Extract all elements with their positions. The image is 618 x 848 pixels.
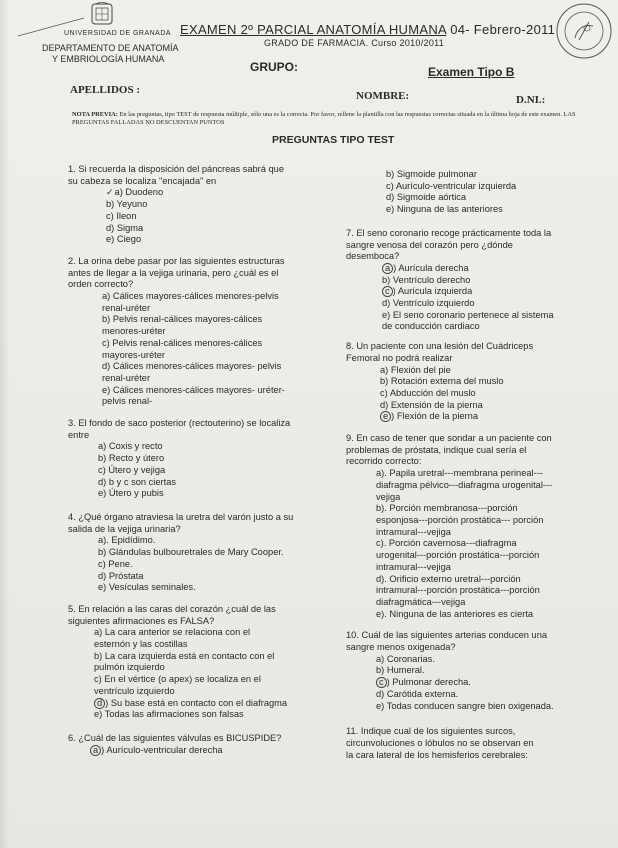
- section-title: PREGUNTAS TIPO TEST: [272, 134, 395, 146]
- answer-option: intramural---porción prostática---porción: [376, 585, 540, 596]
- answer-option: ventrículo izquierdo: [94, 685, 175, 696]
- question-text-line: sangre menos oxigenada?: [346, 642, 456, 653]
- question-text-line: 7. El seno coronario recoge prácticamente toda la: [346, 227, 552, 238]
- question-text-line: siguientes afirmaciones es FALSA?: [68, 615, 215, 626]
- left-question-2: [68, 256, 318, 408]
- exam-title-date: 04- Febrero-2011: [446, 22, 556, 37]
- answer-option: b) Ventrículo derecho: [382, 274, 471, 285]
- answer-option: e) Vesículas seminales.: [98, 582, 196, 593]
- question-text-line: 8. Un paciente con una lesión del Cuádriceps: [346, 341, 534, 352]
- answer-option: e) Todas las afirmaciones son falsas: [94, 709, 244, 720]
- right-question-3: [346, 341, 586, 423]
- answer-option: b) Yeyuno: [106, 199, 148, 210]
- handwritten-tick-mark: ✓: [106, 187, 114, 198]
- answer-option: pelvis renal-: [102, 396, 153, 407]
- answer-option: e) Ciego: [106, 234, 142, 245]
- answer-option: e) Útero y pubis: [98, 488, 164, 499]
- question-text-line: problemas de próstata, indique cual sería el: [346, 444, 527, 455]
- answer-option: pulmón izquierdo: [94, 662, 165, 673]
- question-text-line: entre: [68, 429, 90, 440]
- left-question-4: [68, 512, 318, 594]
- answer-option: b) Humeral.: [376, 665, 425, 676]
- university-seal-icon: [555, 2, 613, 60]
- answer-option: c) Abducción del muslo: [380, 387, 476, 398]
- left-question-column: [68, 164, 318, 756]
- question-text-line: desemboca?: [346, 251, 400, 262]
- answer-option: b) Recto y útero: [98, 453, 165, 464]
- question-text-line: 10. Cuál de las siguientes arterias conducen una: [346, 630, 548, 641]
- answer-option: diafragma pélvico---diafragma urogenital---: [376, 479, 553, 490]
- answer-option: d) Extensión de la pierna: [380, 399, 483, 410]
- question-text-line: Femoral no podrá realizar: [346, 352, 453, 363]
- university-crest-icon: [86, 2, 118, 28]
- answer-option: b) La cara izquierda está en contacto con el: [94, 650, 275, 661]
- exam-type: Examen Tipo B: [428, 65, 515, 79]
- handwritten-circle-mark: c: [376, 677, 387, 688]
- answer-option: esponjosa---porción prostática--- porción: [376, 514, 544, 525]
- answer-option: a ) Aurícula derecha: [346, 263, 586, 275]
- answer-option: vejiga: [376, 491, 401, 502]
- handwritten-circle-mark: a: [382, 263, 393, 274]
- answer-option: a ) Aurículo-ventricular derecha: [68, 745, 318, 757]
- page-edge-shadow: [0, 0, 10, 848]
- question-text-line: 9. En caso de tener que sondar a un paciente con: [346, 433, 552, 444]
- answer-option: e) El seno coronario pertenece al sistema: [382, 309, 554, 320]
- note-label: NOTA PREVIA:: [72, 111, 118, 118]
- answer-option: renal-uréter: [102, 302, 151, 313]
- answer-option: b) Rotación externa del muslo: [380, 376, 504, 387]
- right-question-4: [346, 433, 586, 620]
- answer-option: d) Carótida externa.: [376, 688, 459, 699]
- answer-option: d) Próstata: [98, 570, 144, 581]
- answer-option: d ) Su base está en contacto con el diafragma: [68, 698, 318, 710]
- answer-option: d) Ventrículo izquierdo: [382, 298, 475, 309]
- right-question-1: [346, 169, 586, 216]
- department-line-1: DEPARTAMENTO DE ANATOMÍA: [42, 43, 179, 53]
- answer-option: a) Coxis y recto: [98, 441, 163, 452]
- answer-option: a) La cara anterior se relaciona con el: [94, 627, 251, 638]
- left-question-1: [68, 164, 318, 246]
- answer-option: c) Pene.: [98, 558, 133, 569]
- answer-option: mayores-uréter: [102, 349, 166, 360]
- answer-option: c) Pelvis renal-cálices menores-cálices: [102, 337, 263, 348]
- answer-option: e). Ninguna de las anteriores es cierta: [376, 608, 534, 619]
- answer-option: e) Cálices menores-cálices mayores- uréter-: [102, 384, 285, 395]
- answer-option: d) Sigmoide aórtica: [386, 192, 467, 203]
- question-text-line: 4. ¿Qué órgano atraviesa la uretra del varón justo a su: [68, 511, 294, 522]
- answer-option: intramural---vejiga: [376, 561, 451, 572]
- question-text-line: 5. En relación a las caras del corazón ¿cuál de las: [68, 603, 276, 614]
- answer-option: renal-uréter: [102, 372, 151, 383]
- answer-option: b) Pelvis renal-cálices mayores-cálices: [102, 314, 263, 325]
- exam-subtitle: GRADO DE FARMACIA. Curso 2010/2011: [264, 38, 445, 48]
- answer-option: diafragmática---vejiga: [376, 596, 466, 607]
- handwritten-circle-mark: a: [90, 745, 101, 756]
- exam-title: [180, 22, 555, 37]
- answer-option: menores-uréter: [102, 326, 166, 337]
- question-text-line: antes de llegar a la vejiga urinaria, pero ¿cuál es el: [68, 267, 279, 278]
- question-text-line: orden correcto?: [68, 279, 134, 290]
- right-question-6: [346, 726, 586, 761]
- answer-option: d) Cálices menores-cálices mayores- pelvis: [102, 361, 282, 372]
- answer-option: d). Orificio externo uretral---porción: [376, 573, 521, 584]
- answer-option: c). Porción cavernosa---diafragma: [376, 538, 517, 549]
- nombre-label: NOMBRE:: [356, 90, 410, 102]
- answer-option: a) Coronarias.: [376, 653, 435, 664]
- right-question-5: [346, 630, 586, 712]
- answer-option: b) Glándulas bulbouretrales de Mary Cooper.: [98, 547, 284, 558]
- answer-option: e) Ninguna de las anteriores: [386, 204, 503, 215]
- question-text-line: 6. ¿Cuál de las siguientes válvulas es BICUSPIDE?: [68, 732, 282, 743]
- answer-option: intramural---vejiga: [376, 526, 451, 537]
- answer-option: c) Ileon: [106, 210, 137, 221]
- handwritten-circle-mark: d: [94, 698, 105, 709]
- question-text-line: su cabeza se localiza "encajada" en: [68, 175, 217, 186]
- answer-option: ✓a) Duodeno: [106, 187, 164, 198]
- handwritten-circle-mark: c: [382, 286, 393, 297]
- answer-option: c ) Aurícula izquierda: [346, 286, 586, 298]
- answer-option: c ) Pulmonar derecha.: [346, 677, 586, 689]
- question-text-line: 11. Indique cual de los siguientes surcos,: [346, 726, 516, 737]
- left-question-6: [68, 733, 318, 756]
- right-question-column: [346, 169, 586, 761]
- university-name: UNIVERSIDAD DE GRANADA: [64, 30, 172, 37]
- answer-option: de conducción cardiaco: [382, 321, 480, 332]
- answer-option: c) Aurículo-ventricular izquierda: [386, 180, 517, 191]
- preliminary-note: [72, 111, 592, 127]
- answer-option: a) Flexión del pie: [380, 364, 451, 375]
- answer-option: c) En el vértice (o apex) se localiza en el: [94, 674, 261, 685]
- answer-option: b) Sigmoide pulmonar: [386, 169, 477, 179]
- dni-label: D.NI.:: [516, 94, 546, 106]
- exam-title-main: EXAMEN 2º PARCIAL ANATOMÍA HUMANA: [180, 22, 447, 37]
- apellidos-label: APELLIDOS :: [70, 84, 140, 96]
- answer-option: e ) Flexión de la pierna: [346, 411, 586, 423]
- answer-option: e) Todas conducen sangre bien oxigenada.: [376, 700, 554, 711]
- answer-option: b). Porción membranosa---porción: [376, 503, 518, 514]
- question-text-line: recorrido correcto:: [346, 456, 422, 467]
- note-text: En las preguntas, tipo TEST de respuesta múltiple, sólo una es la correcta. Por favor, rellene la plantilla con las respuestas correctas situada en la última hoja de este examen. LAS PREGUNTAS FALLADAS NO DESCUENTAN PUNTOS: [72, 111, 576, 127]
- question-text-line: salida de la vejiga urinaria?: [68, 523, 181, 534]
- grupo-label: GRUPO:: [250, 60, 298, 74]
- question-text-line: sangre venosa del corazón pero ¿dónde: [346, 239, 513, 250]
- question-text-line: 1. Si recuerda la disposición del páncreas sabrá que: [68, 164, 285, 174]
- answer-option: a). Epidídimo.: [98, 535, 156, 546]
- answer-option: d) b y c son ciertas: [98, 476, 177, 487]
- left-question-3: [68, 418, 318, 500]
- question-text-line: circunvoluciones o lóbulos no se observan en: [346, 737, 534, 748]
- answer-option: esternón y las costillas: [94, 639, 188, 650]
- question-text-line: 3. El fondo de saco posterior (rectouterino) se localiza: [68, 418, 291, 429]
- department-line-2: Y EMBRIOLOGÍA HUMANA: [52, 54, 165, 64]
- answer-option: a) Cálices mayores-cálices menores-pelvis: [102, 291, 279, 302]
- right-question-2: [346, 228, 586, 333]
- left-question-5: [68, 604, 318, 721]
- question-text-line: la cara lateral de los hemisferios cerebrales:: [346, 749, 528, 760]
- answer-option: c) Útero y vejiga: [98, 464, 166, 475]
- answer-option: d) Sigma: [106, 222, 144, 233]
- handwritten-circle-mark: e: [380, 411, 391, 422]
- answer-option: urogenital---porción prostática---porción: [376, 550, 540, 561]
- question-text-line: 2. La orina debe pasar por las siguientes estructuras: [68, 255, 285, 266]
- answer-option: a). Papila uretral---membrana perineal---: [376, 468, 543, 479]
